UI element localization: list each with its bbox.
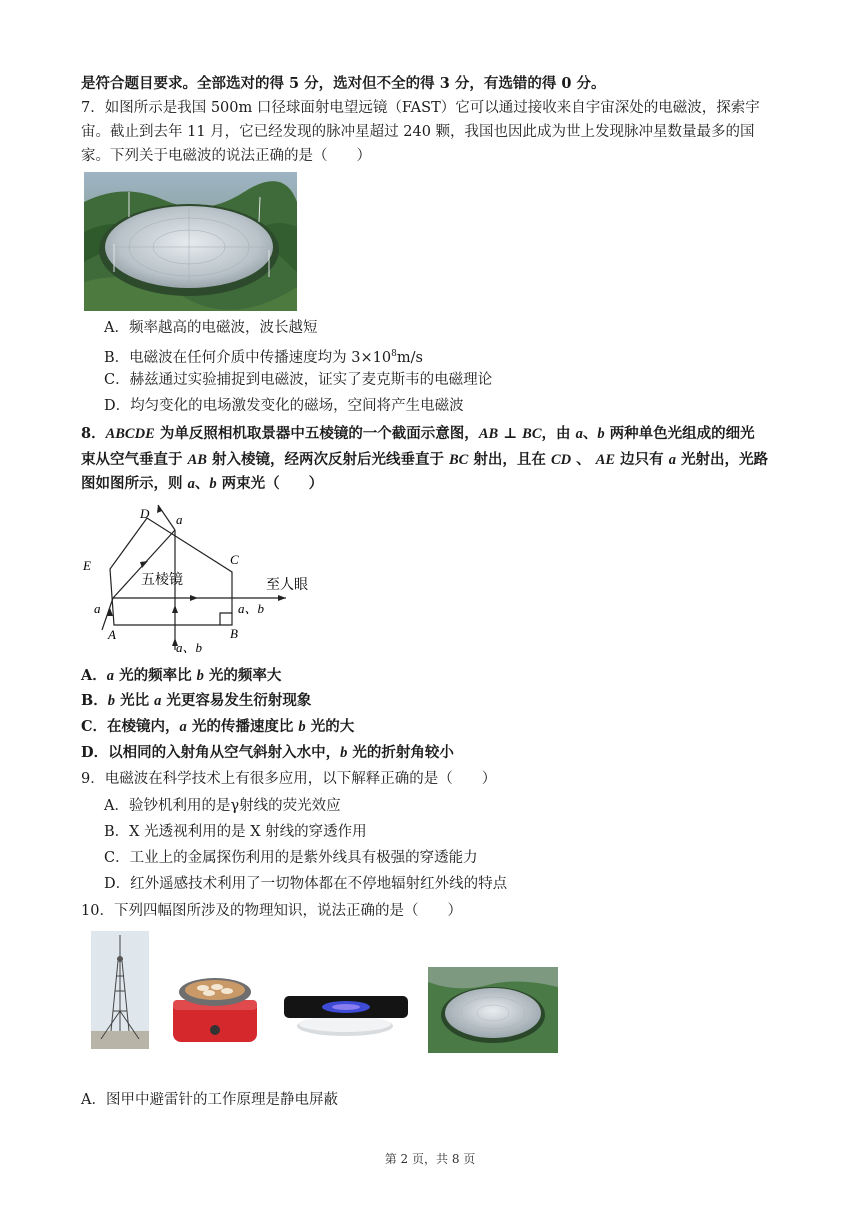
pentaprism-diagram xyxy=(80,500,320,660)
ray-a-top-label: a xyxy=(176,512,183,527)
q9-option-c: C．工业上的金属探伤利用的是紫外线具有极强的穿透能力 xyxy=(104,850,478,866)
ray-ab-right-label: a、b xyxy=(238,601,265,616)
q7-stem-line1: 7．如图所示是我国 500m 口径球面射电望远镜（FAST）它可以通过接收来自宇宙深处的电磁波，探索宇 xyxy=(81,100,760,116)
vertex-e-label: E xyxy=(83,558,91,573)
wireless-charger-photo xyxy=(280,990,411,1038)
fast-telescope-photo xyxy=(84,172,297,311)
vertex-c-label: C xyxy=(230,552,239,567)
prism-label: 五棱镜 xyxy=(141,572,183,588)
vertex-a-label: A xyxy=(108,627,116,642)
q8-option-a: A．a 光的频率比 b 光的频率大 xyxy=(81,667,282,684)
right-angle-mark xyxy=(220,613,232,625)
q7-option-a: A．频率越高的电磁波，波长越短 xyxy=(104,320,318,336)
q8-stem-line3: 图如图所示，则 a、b 两束光（ ） xyxy=(81,475,324,492)
ray-ab-bottom-label: a、b xyxy=(176,640,203,655)
q10-stem: 10．下列四幅图所涉及的物理知识，说法正确的是（ ） xyxy=(81,903,462,919)
q9-option-d: D．红外遥感技术利用了一切物体都在不停地辐射红外线的特点 xyxy=(104,876,508,892)
vertex-b-label: B xyxy=(230,626,238,641)
q9-option-a: A．验钞机利用的是γ射线的荧光效应 xyxy=(104,798,341,814)
instruction-text: 是符合题目要求。全部选对的得 5 分，选对但不全的得 3 分，有选错的得 0 分。 xyxy=(81,75,606,92)
q10-option-a: A．图甲中避雷针的工作原理是静电屏蔽 xyxy=(81,1092,338,1108)
to-eye-label: 至人眼 xyxy=(266,577,308,593)
q8-option-d: D．以相同的入射角从空气斜射入水中，b 光的折射角较小 xyxy=(81,744,454,761)
fast-telescope-photo-small xyxy=(428,967,558,1053)
page-footer: 第 2 页，共 8 页 xyxy=(384,1152,476,1166)
q7-option-c: C．赫兹通过实验捕捉到电磁波，证实了麦克斯韦的电磁理论 xyxy=(104,372,493,388)
q9-stem: 9．电磁波在科学技术上有很多应用，以下解释正确的是（ ） xyxy=(81,771,497,787)
q8-option-b: B．b 光比 a 光更容易发生衍射现象 xyxy=(81,692,312,709)
lightning-rod-photo xyxy=(91,931,149,1049)
ray-a-left-label: a xyxy=(94,601,101,616)
q9-option-b: B．X 光透视利用的是 X 射线的穿透作用 xyxy=(104,824,367,840)
q8-stem-line2: 束从空气垂直于 AB 射入棱镜，经两次反射后光线垂直于 BC 射出，且在 CD 、 AE 边只有 a 光射出，光路 xyxy=(81,451,768,468)
q7-option-b: B．电磁波在任何介质中传播速度均为 $3\times 10^8m/s$ xyxy=(104,349,423,366)
vertex-d-label: D xyxy=(140,506,150,521)
q8-stem-line1: 8．ABCDE 为单反照相机取景器中五棱镜的一个截面示意图，AB ⊥ BC，由 a、b 两种单色光组成的细光 xyxy=(81,425,755,442)
q7-stem-line3: 家。下列关于电磁波的说法正确的是（ ） xyxy=(81,148,371,164)
q7-stem-line2: 宙。截止到去年 11 月，它已经发现的脉冲星超过 240 颗，我国也因此成为世上发现脉冲星数量最多的国 xyxy=(81,124,755,140)
q7-option-d: D．均匀变化的电场激发变化的磁场，空间将产生电磁波 xyxy=(104,398,464,414)
q8-option-c: C．在棱镜内，a 光的传播速度比 b 光的大 xyxy=(81,718,355,735)
induction-cooker-photo xyxy=(165,970,264,1048)
